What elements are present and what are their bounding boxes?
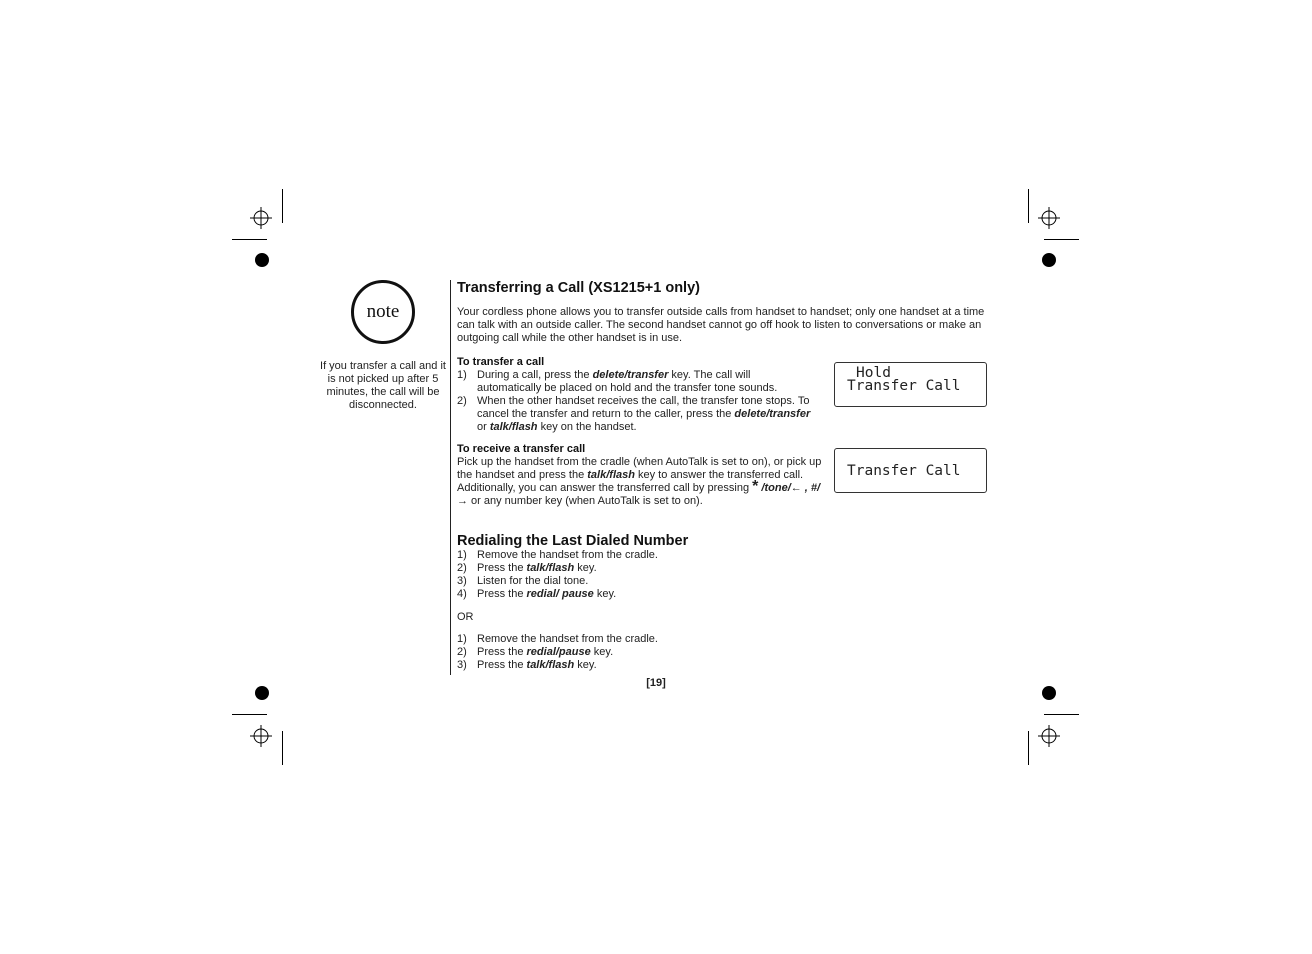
- key-name: redial/ pause: [526, 588, 594, 600]
- main-column: [457, 280, 989, 345]
- registration-mark-icon: [250, 725, 272, 747]
- key-name: talk/flash: [526, 659, 575, 671]
- list-item: 2) Press the talk/flash key.: [457, 562, 597, 574]
- crop-mark: [282, 731, 283, 765]
- lcd-display-hold: [834, 362, 987, 407]
- note-icon: [351, 280, 415, 344]
- crop-mark: [1028, 731, 1029, 765]
- list-item: 4) Press the redial/ pause key.: [457, 588, 617, 600]
- registration-dot: [255, 686, 269, 700]
- registration-dot: [255, 253, 269, 267]
- note-text: If you transfer a call and it is not picked up after 5 minutes, the call will be disconnected.: [320, 360, 446, 411]
- or-separator: OR: [457, 611, 474, 623]
- key-name: talk/flash: [526, 562, 575, 574]
- column-divider: [450, 280, 451, 675]
- crop-mark: [232, 714, 267, 715]
- crop-mark: [282, 189, 283, 223]
- redial-section: [457, 533, 857, 672]
- list-item: 2) When the other handset receives the call, the transfer tone stops. To cancel the transfer and return to the caller, press the delete/transfer or talk/flash key on the handset.: [457, 395, 811, 433]
- section-title-redial: Redialing the Last Dialed Number: [457, 533, 689, 549]
- list-item: 3) Listen for the dial tone.: [457, 575, 589, 587]
- to-transfer-block: [457, 356, 817, 434]
- section-title-transfer: Transferring a Call (XS1215+1 only): [457, 280, 700, 296]
- lcd-line: Transfer Call: [847, 378, 961, 394]
- transfer-intro: Your cordless phone allows you to transfer outside calls from handset to handset; only one handset at a time can talk with an outside caller. The second handset cannot go off hook to listen to conversations or make an outgoing call while the other handset is in use.: [457, 306, 985, 344]
- to-receive-block: [457, 443, 827, 508]
- registration-dot: [1042, 686, 1056, 700]
- lcd-line: Transfer Call: [847, 463, 961, 479]
- to-receive-text: Pick up the handset from the cradle (when AutoTalk is set to on), or pick up the handset and press the talk/flash key to answer the transferred call. Additionally, you can answer the transferred call by pressing * /tone/← , #/→ or any number key (when AutoTalk is set to on).: [457, 456, 822, 507]
- list-item: 1) During a call, press the delete/transfer key. The call will automatically be placed on hold and the transfer tone sounds.: [457, 369, 778, 394]
- key-name: redial/pause: [526, 646, 591, 658]
- key-name: /tone/← , #/→: [457, 482, 821, 507]
- crop-mark: [1028, 189, 1029, 223]
- lcd-line: Hold: [856, 365, 891, 381]
- key-name: delete/transfer: [592, 369, 669, 381]
- list-item: 1) Remove the handset from the cradle.: [457, 633, 658, 645]
- registration-mark-icon: [1038, 725, 1060, 747]
- list-item: 3) Press the talk/flash key.: [457, 659, 597, 671]
- key-name: delete/transfer: [734, 408, 811, 420]
- redial-list-1: [457, 549, 857, 601]
- redial-list-2: [457, 633, 857, 672]
- crop-mark: [232, 239, 267, 240]
- page-number: [19]: [646, 677, 666, 689]
- crop-mark: [1044, 239, 1079, 240]
- lcd-display-transfer: [834, 448, 987, 493]
- list-item: 1) Remove the handset from the cradle.: [457, 549, 658, 561]
- key-name: talk/flash: [587, 469, 635, 481]
- registration-mark-icon: [250, 207, 272, 229]
- note-label: note: [366, 301, 400, 322]
- to-receive-heading: To receive a transfer call: [457, 443, 586, 455]
- key-name: talk/flash: [489, 421, 538, 433]
- list-item: 2) Press the redial/pause key.: [457, 646, 614, 658]
- registration-dot: [1042, 253, 1056, 267]
- crop-mark: [1044, 714, 1079, 715]
- star-key-icon: *: [752, 478, 759, 495]
- registration-mark-icon: [1038, 207, 1060, 229]
- to-transfer-heading: To transfer a call: [457, 356, 545, 368]
